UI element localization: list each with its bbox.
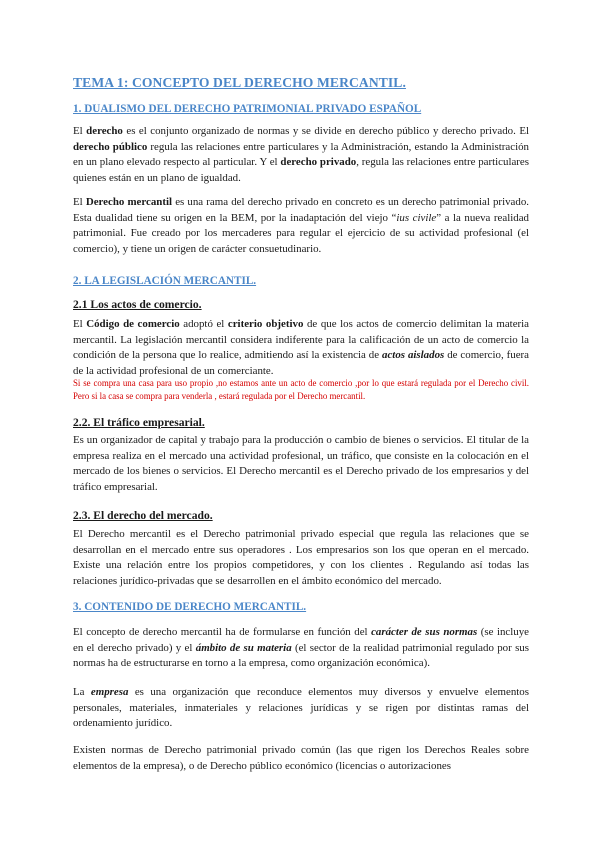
subsection-2-1-heading: 2.1 Los actos de comercio. <box>73 298 202 311</box>
section-3-heading: 3. CONTENIDO DE DERECHO MERCANTIL. <box>73 601 307 613</box>
subsection-2-2-paragraph: Es un organizador de capital y trabajo para la producción o cambio de bienes o servicios. El titular de la empresa realiza en el mercado una actividad profesional, un tráfico, que consiste en la colocación en el mercado de los bienes o servicios. El Derecho mercantil es el Derecho privado de los empresarios y del tráfico empresarial. <box>73 434 529 493</box>
section-1-paragraph-1: El derecho es el conjunto organizado de normas y se divide en derecho público y derecho privado. El derecho público regula las relaciones entre particulares y la Administración, estando la Administración en un plano elevado respecto al particular. Y el derecho privado, regula las relaciones entre particulares quienes están en un plano de igualdad. <box>73 125 530 184</box>
subsection-2-3-paragraph: El Derecho mercantil es el Derecho patrimonial privado especial que regula las relaciones que se desarrollan en el mercado entre sus operadores . Los empresarios son los que operan en el mercado. Existe una relación entre los propios competidores, y con los clientes . Regulando así todas las relaciones jurídico-privadas que se desarrollen en el ámbito económico del mercado. <box>73 528 529 587</box>
section-3-paragraph-2: La empresa es una organización que reconduce elementos muy diversos y envuelve elementos personales, materiales, inmateriales y relaciones jurídicas y se rigen por distintas ramas del ordenamiento jurídico. <box>73 686 529 730</box>
section-2-heading: 2. LA LEGISLACIÓN MERCANTIL. <box>73 275 257 287</box>
subsection-2-1-paragraph: El Código de comercio adoptó el criterio objetivo de que los actos de comercio delimitan la materia mercantil. La legislación mercantil considera indiferente para la calificación de un acto de comercio la condición de la persona que lo realice, admitiendo así la existencia de actos aislados de comercio, fuera de la actividad profesional de un comerciante. <box>73 318 530 377</box>
section-1-heading: 1. DUALISMO DEL DERECHO PATRIMONIAL PRIVADO ESPAÑOL <box>73 103 422 115</box>
section-3-paragraph-3: Existen normas de Derecho patrimonial privado común (las que rigen los Derechos Reales sobre elementos de la empresa), o de Derecho público económico (licencias o autorizaciones <box>73 744 529 772</box>
example-note: Si se compra una casa para uso propio ,no estamos ante un acto de comercio ,por lo que estará regulada por el Derecho civil. Pero si la casa se compra para venderla , estará regulada por el Derecho mercantil. <box>73 378 529 402</box>
document-title: TEMA 1: CONCEPTO DEL DERECHO MERCANTIL. <box>73 75 406 90</box>
subsection-2-3-heading: 2.3. El derecho del mercado. <box>73 509 213 522</box>
subsection-2-2-heading: 2.2. El tráfico empresarial. <box>73 416 205 429</box>
section-3-paragraph-1: El concepto de derecho mercantil ha de formularse en función del carácter de sus normas (se incluye en el derecho privado) y el ámbito de su materia (el sector de la realidad patrimonial regulado por sus normas ha de estructurarse en torno a la empresa, como organización económica). <box>73 626 529 670</box>
section-1-paragraph-2: El Derecho mercantil es una rama del derecho privado en concreto es un derecho patrimonial privado. Esta dualidad tiene su origen en la BEM, por la inadaptación del viejo “ius civile” a la nueva realidad patrimonial. Fue creado por los mercaderes para regular el ejercicio de su actividad profesional (el comercio), y tiene un origen de carácter consuetudinario. <box>73 196 529 255</box>
